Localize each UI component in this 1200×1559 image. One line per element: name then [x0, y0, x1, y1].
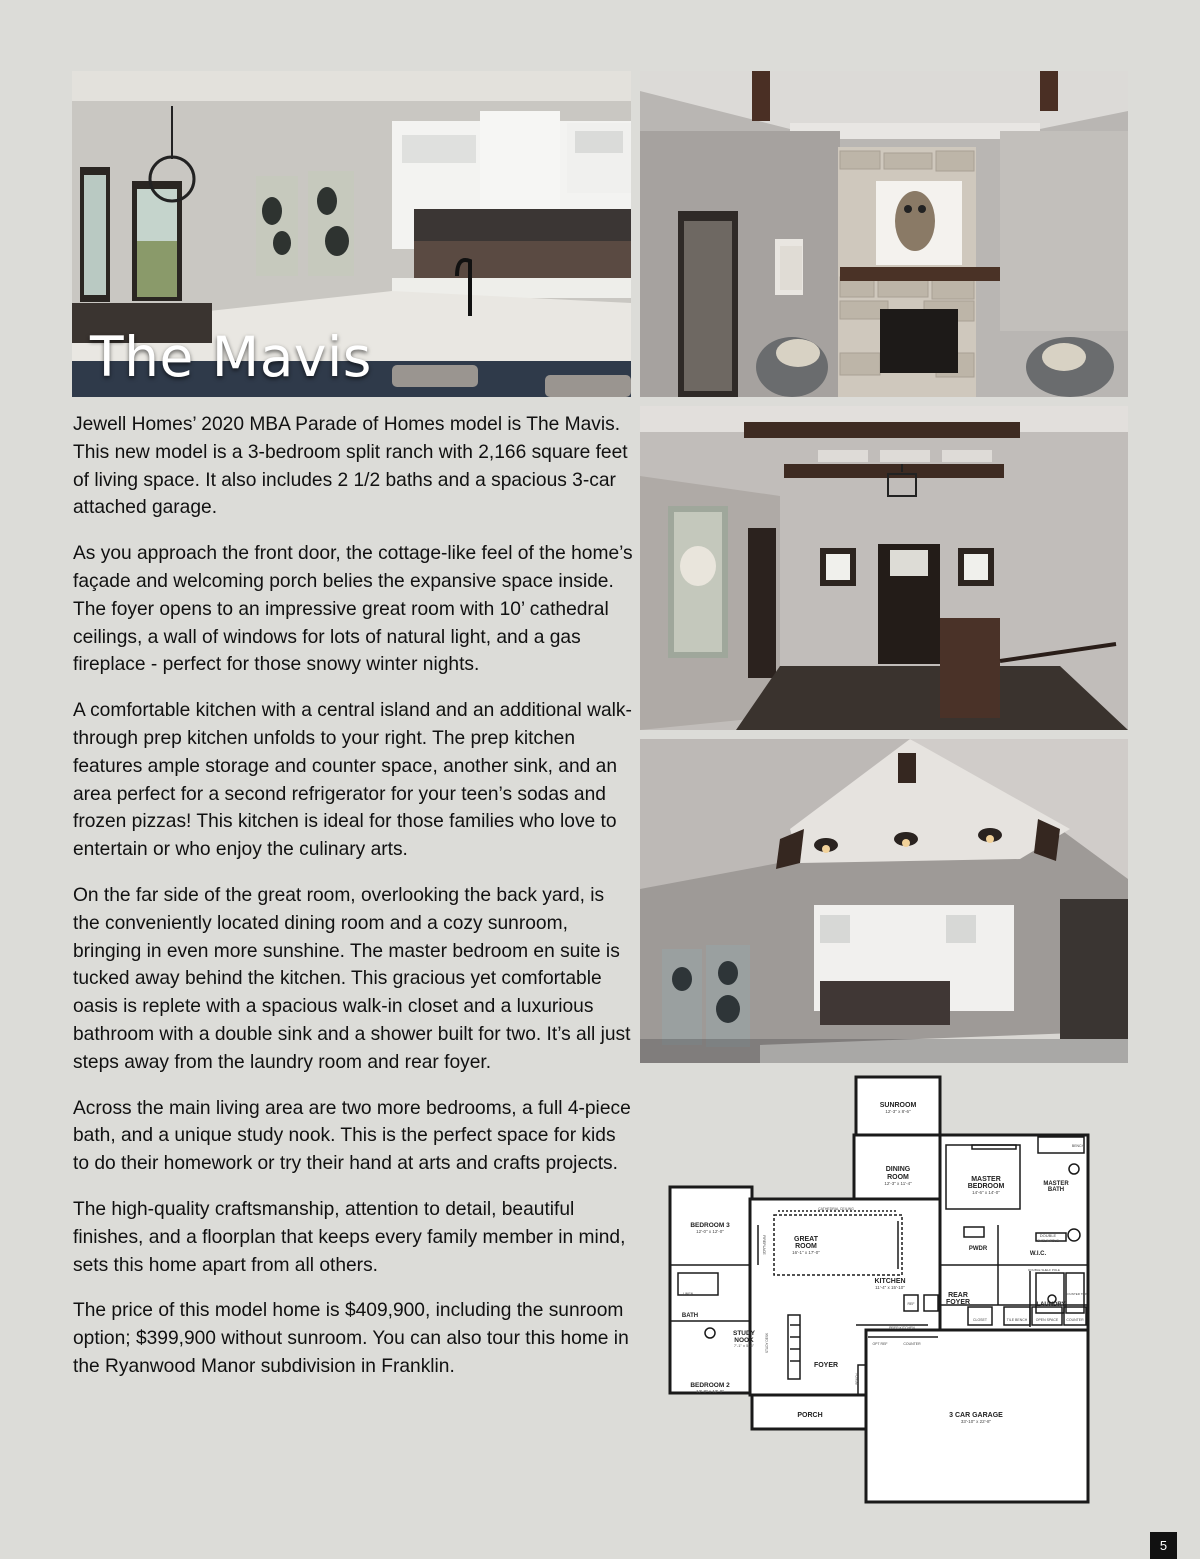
foyer-label: FOYER: [813, 1362, 839, 1369]
page-number: 5: [1150, 1532, 1177, 1559]
study-nook-label-1: STUDY: [732, 1330, 756, 1337]
open-space-label: OPEN SPACE: [1035, 1318, 1059, 1322]
foyer-counter-label: COUNTER: [1066, 1318, 1084, 1322]
paragraph-price: The price of this model home is $409,900, including the sunroom option; $399,900 without sunroom. You can also tour this home in the Ryanwood Manor subdivision in Franklin.: [73, 1300, 629, 1377]
dining-dim: 12'-3" x 11'-4": [884, 1181, 912, 1186]
paragraph-intro: Jewell Homes’ 2020 MBA Parade of Homes model is The Mavis. This new model is a 3-bedroom split ranch with 2,166 square feet of living space. It also includes 2 1/2 baths and a spacious 3-car attached garage.: [73, 414, 628, 519]
master-bath-label-1: MASTER: [1043, 1181, 1069, 1187]
dining-label-1: DINING: [885, 1166, 911, 1173]
great-room-label-2: ROOM: [795, 1243, 817, 1250]
article-body: [73, 411, 635, 1399]
cathedral-ceiling-label: CATHEDRAL CEILING: [818, 1207, 854, 1211]
fireplace-photo: [640, 71, 1128, 397]
fireplace-label: FIREPLACE: [762, 1235, 766, 1255]
great-room-dim: 16'-1" x 17'-0": [792, 1250, 820, 1255]
study-nook-dim: 7'-1" x 5'-6": [733, 1343, 755, 1348]
ref-label: REF: [907, 1302, 915, 1306]
porch-label: PORCH: [797, 1412, 823, 1419]
study-desk-label: STUDY DESK: [765, 1332, 769, 1354]
dining-label-2: ROOM: [887, 1174, 909, 1181]
prep-counter-label: COUNTER: [903, 1342, 921, 1346]
page-title: The Mavis: [90, 325, 372, 389]
wic-label: W.I.C.: [1029, 1251, 1047, 1257]
great-room-label-1: GREAT: [794, 1236, 818, 1243]
laundry-counter-top: COUNTER TOP: [1065, 1292, 1087, 1296]
master-label-2: BEDROOM: [967, 1183, 1005, 1190]
rear-foyer-label-2: FOYER: [945, 1299, 971, 1306]
bedroom3-label: BEDROOM 3: [690, 1222, 730, 1229]
study-nook-label-2: NOOK: [734, 1337, 754, 1344]
rear-foyer-label-1: REAR: [948, 1292, 968, 1299]
master-dim: 14'-6" x 14'-0": [972, 1190, 1000, 1195]
master-bath-bench: BENCH: [1071, 1144, 1085, 1148]
great-room-photo: [640, 739, 1128, 1063]
double-label: DOUBLE: [1039, 1233, 1057, 1238]
opt-ref-label: OPT REF: [872, 1342, 888, 1346]
bedroom2-dim: 12'-3" x 12'-0": [696, 1389, 724, 1394]
tile-bench-label: TILE BENCH: [1006, 1318, 1028, 1322]
paragraph-dining: On the far side of the great room, overlooking the back yard, is the conveniently located dining room and a cozy sunroom, bringing in even more sunshine. The master bedroom en suite is tucked away behind the kitchen. This gracious yet comfortable oasis is replete with a spacious walk-in closet and a luxurious bathroom with a double sink and a shower built for two. It’s all just steps away from the laundry room and rear foyer.: [73, 884, 631, 1073]
paragraph-bedrooms: Across the main living area are two more bedrooms, a full 4-piece bath, and a unique study nook. This is the perfect space for kids to do their homework or try their hand at arts and crafts projects.: [73, 1097, 631, 1175]
prep-kitchen-label: PREP KITCHEN: [889, 1326, 915, 1330]
paragraph-approach: As you approach the front door, the cottage-like feel of the home’s façade and welcoming porch belies the expansive space inside. The foyer opens to an impressive great room with 10’ cathedral ceilings, a wall of windows for lots of natural light, and a gas fireplace - perfect for those snowy winter nights.: [73, 543, 633, 676]
master-label-1: MASTER: [971, 1176, 1001, 1183]
kitchen-dim: 11'-4" x 15'-10": [875, 1285, 905, 1290]
bedroom2-label: BEDROOM 2: [690, 1382, 730, 1389]
paragraph-kitchen: A comfortable kitchen with a central island and an additional walk-through prep kitchen unfolds to your right. The prep kitchen features ample storage and counter space, another sink, and an area perfect for a second refrigerator for your teen’s sodas and frozen pizzas! This kitchen is ideal for those families who love to entertain or who enjoy the culinary arts.: [73, 700, 632, 861]
paragraph-craftsmanship: The high-quality craftsmanship, attention to detail, beautiful finishes, and a floorplan that keeps every family member in mind, sets this home apart from all others.: [73, 1198, 626, 1276]
double-shelf-pole-label: DOUBLE SHELF POLE: [1028, 1268, 1060, 1272]
laundry-label: LAUNDRY: [1036, 1302, 1066, 1308]
floor-plan: [668, 1075, 1092, 1505]
garage-dim: 33'-10" x 22'-8": [960, 1419, 992, 1424]
foyer-photo: [640, 406, 1128, 730]
sunroom-dim: 12'-3" x 8'-6": [885, 1109, 911, 1114]
foyer-bench-label: BENCH: [855, 1373, 859, 1385]
powder-room-label: PWDR: [968, 1246, 988, 1252]
garage-label: 3 CAR GARAGE: [949, 1412, 1003, 1419]
bath-label: BATH: [681, 1313, 699, 1319]
sunroom-label: SUNROOM: [879, 1102, 917, 1109]
linen-label: LINEN: [682, 1292, 694, 1296]
shelf-pole-label: SHELF POLE: [1037, 1239, 1059, 1243]
master-bath-label-2: BATH: [1047, 1187, 1065, 1193]
closet-label: CLOSET: [972, 1318, 988, 1322]
kitchen-label: KITCHEN: [874, 1278, 906, 1285]
bedroom3-dim: 12'-0" x 12'-0": [696, 1229, 724, 1234]
